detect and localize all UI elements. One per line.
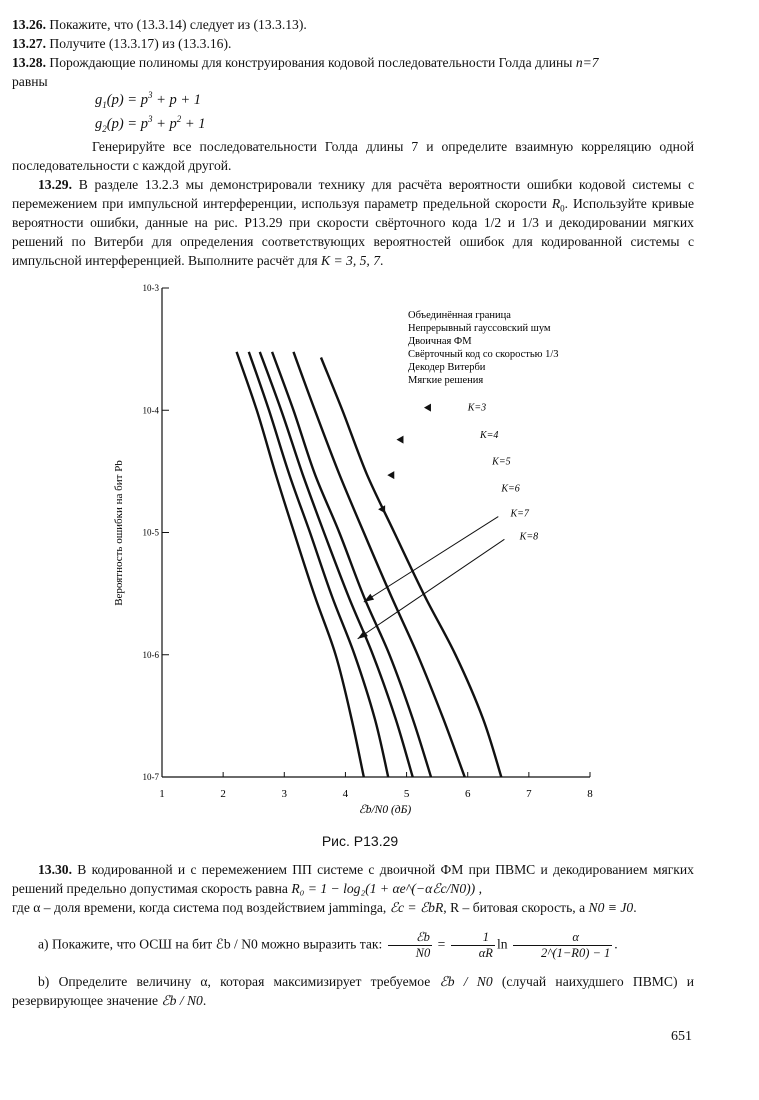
annotation-arrow <box>358 539 505 639</box>
problem-text: Покажите, что (13.3.14) следует из (13.3.13). <box>49 17 307 32</box>
x-tick-label: 8 <box>587 788 593 800</box>
curve-label-k4: K=4 <box>479 430 499 442</box>
curve-marker <box>387 471 394 479</box>
problem-number: 13.26. <box>12 17 46 32</box>
r0-formula: R₀ = 1 − log₂(1 + αe^(−αℰc/N0)) , <box>291 881 482 896</box>
series-line-k7 <box>249 352 388 777</box>
problem-number: 13.28. <box>12 55 46 70</box>
curve-label-k6: K=6 <box>501 483 520 495</box>
problem-text: Получите (13.3.17) из (13.3.16). <box>49 36 232 51</box>
series-line-k5 <box>272 352 431 777</box>
problem-13-30-a: a) Покажите, что ОСШ на бит ℰb / N0 можно выразить так: $\frac{\text{ℰb}}{N0}$ = $\frac{1}{\alpha R}$ ln $\frac{\alpha}{2\^{}(1-R0) - 1}$ . <box>38 930 618 960</box>
y-tick-label: 10-6 <box>142 649 159 660</box>
ber-chart <box>100 278 610 828</box>
curve-label-k7: K=7 <box>510 508 529 520</box>
x-tick-label: 3 <box>281 788 288 800</box>
x-tick-label: 1 <box>159 788 165 800</box>
legend-line: Непрерывный гауссовский шум <box>408 323 551 334</box>
x-tick-label: 7 <box>526 788 532 800</box>
series-line-k6 <box>260 352 413 777</box>
y-tick-label: 10-7 <box>142 772 159 782</box>
polynomial-g1: $g_1(p) = p^3 + p + 1$ <box>95 90 202 110</box>
y-tick-label: 10-4 <box>142 405 159 416</box>
curve-label-k3: K=3 <box>467 402 487 414</box>
problem-13-26 <box>12 15 694 34</box>
x-tick-label: 2 <box>220 788 226 800</box>
problem-text: Порождающие полиномы для конструирования кодовой последовательности Голда длины <box>49 55 573 70</box>
problem-text: Генерируйте все последовательности Голда длины 7 и определите взаимную корреляцию одной последовательности с каждой другой. <box>12 139 694 173</box>
polynomial-g2: $g_2(p) = p^3 + p^2 + 1$ <box>95 114 206 134</box>
legend-line: Декодер Витерби <box>408 362 486 373</box>
problem-13-27 <box>12 34 694 53</box>
length-value: n=7 <box>575 55 599 70</box>
problem-13-29: 13.29. В разделе 13.2.3 мы демонстрировали технику для расчёта вероятности ошибки кодовой системы с перемежением при импульсной интерференции, используя параметр предельной скорости $R_0$. Используйте кривые вероятности ошибки, данные на рис. P13.29 при скорости свёрточного кода 1/2 и 1/3 и декодировании мягких решений по Витерби для определения соответствующих вероятностей ошибок для кодированной системы с импульсной интерференцией. Выполните расчёт для K = 3, 5, 7. <box>12 177 694 268</box>
problem-13-28-task <box>12 137 694 175</box>
legend-line: Мягкие решения <box>408 375 484 386</box>
problem-text-end: равны <box>12 74 48 89</box>
problem-13-28 <box>12 53 694 91</box>
problem-number: 13.27. <box>12 36 46 51</box>
series-line-k4 <box>294 352 465 777</box>
legend-line: Объединённая граница <box>408 310 511 321</box>
x-axis-label: ℰb/N0 (дБ) <box>358 804 412 816</box>
legend-line: Двоичная ФМ <box>408 336 472 347</box>
curve-marker <box>424 404 431 412</box>
y-tick-label: 10-3 <box>142 283 159 293</box>
problem-13-30: 13.30. В кодированной и с перемежением ПП системе с двоичной ФМ при ПВМС и декодированием мягких решений предельно допустимая скорость равна R₀ = 1 − log₂(1 + αe^(−αℰc/N0)) , где α – доля времени, когда система под воздействием jamminga, ℰc = ℰbR, R – битовая скорость, а N0 ≡ J0. <box>12 862 694 915</box>
curve-label-k8: K=8 <box>519 531 539 543</box>
x-tick-label: 6 <box>464 788 471 800</box>
figure-caption: Рис. P13.29 <box>321 833 399 849</box>
problem-13-30-b: b) Определите величину α, которая максимизирует требуемое ℰb / N0 (случай наихудшего ПВМС) и резервирующее значение ℰb / N0. <box>12 974 695 1008</box>
snr-fraction: $\frac{\text{ℰb}}{N0}$ <box>388 930 433 961</box>
x-tick-label: 5 <box>403 788 410 800</box>
y-axis-label: Вероятность ошибки на бит Pb <box>113 460 125 606</box>
legend-line: Свёрточный код со скоростью 1/3 <box>408 349 559 360</box>
problem-number: 13.29. <box>38 177 72 192</box>
x-tick-label: 4 <box>342 788 349 800</box>
problem-number: 13.30. <box>38 862 72 877</box>
curve-label-k5: K=5 <box>492 456 511 468</box>
y-tick-label: 10-5 <box>142 527 159 538</box>
curve-marker <box>396 436 403 444</box>
page-number: 651 <box>671 1029 692 1044</box>
